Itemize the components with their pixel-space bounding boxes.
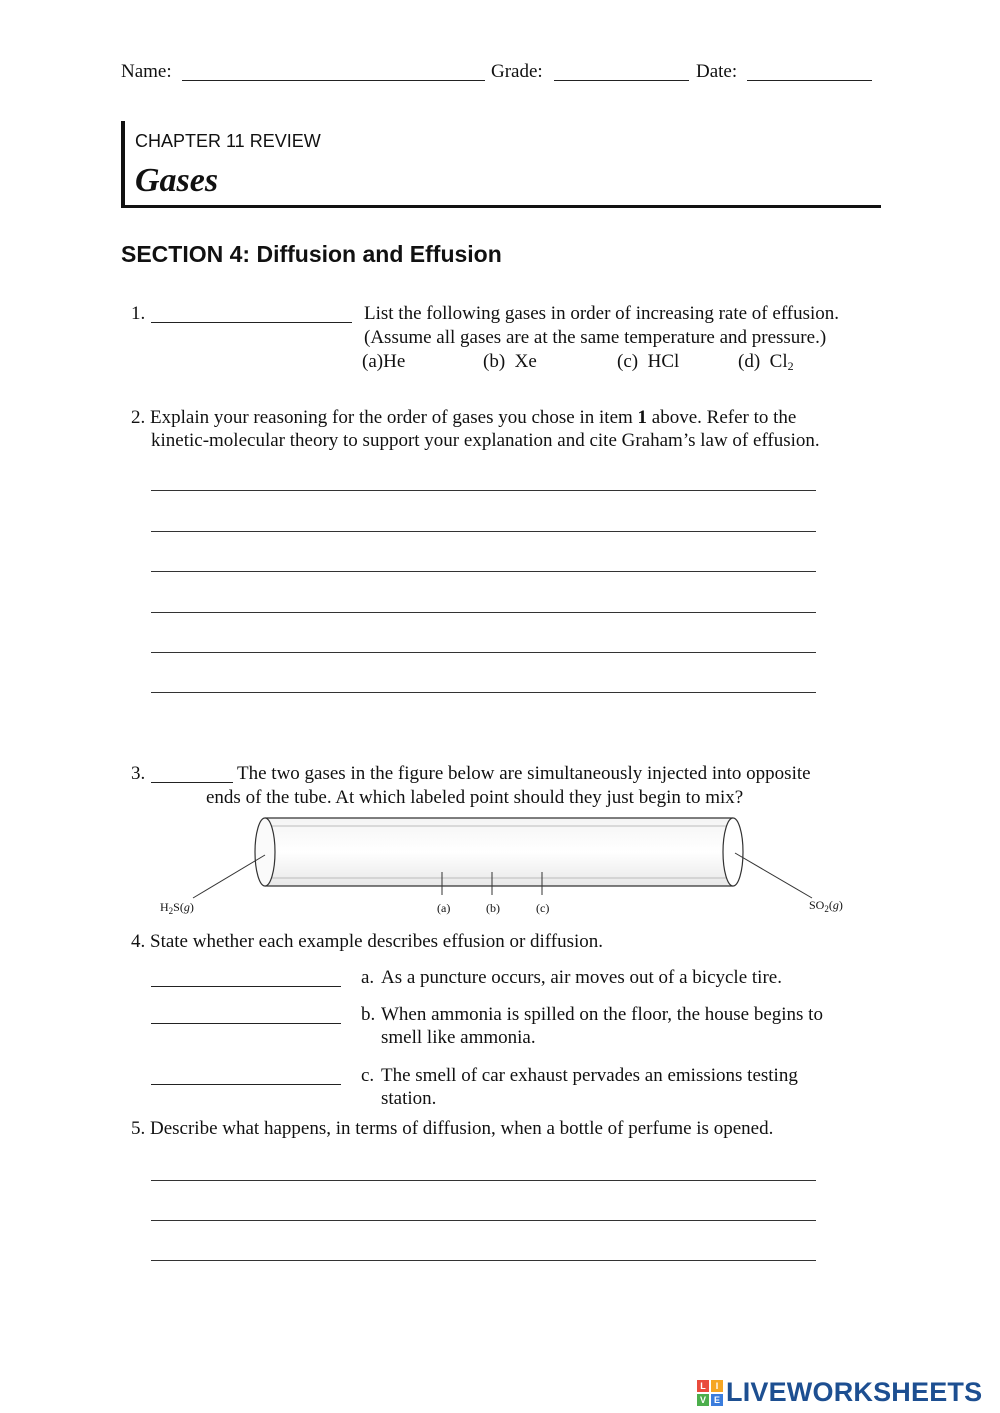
logo-cell-i: I bbox=[711, 1380, 723, 1392]
q1-line1: List the following gases in order of increasing rate of effusion. bbox=[364, 303, 840, 324]
q2-line1-bold: 1 bbox=[637, 407, 648, 428]
q4b-answer-field[interactable] bbox=[151, 1023, 341, 1024]
right-gas-post: ( bbox=[828, 898, 833, 912]
q1-option-b-text: Xe bbox=[514, 351, 537, 372]
q4c-line2: station. bbox=[381, 1088, 437, 1109]
left-gas-label bbox=[160, 900, 194, 916]
q1-option-b-letter: (b) bbox=[483, 351, 506, 372]
q4b-line2: smell like ammonia. bbox=[381, 1027, 536, 1048]
logo-cell-e: E bbox=[711, 1394, 723, 1406]
tube-left-end bbox=[255, 818, 275, 886]
q5-answer-line-3[interactable] bbox=[151, 1260, 816, 1261]
q1-option-c-text: HCl bbox=[647, 351, 680, 372]
q1-option-d-sub: 2 bbox=[787, 359, 794, 373]
left-gas-leader bbox=[193, 855, 265, 898]
liveworksheets-logo[interactable] bbox=[697, 1377, 982, 1408]
q1-option-a-letter: (a) bbox=[362, 351, 384, 372]
q5-prompt: 5. Describe what happens, in terms of diffusion, when a bottle of perfume is opened. bbox=[131, 1118, 774, 1139]
q4-prompt: 4. State whether each example describes effusion or diffusion. bbox=[131, 931, 604, 952]
right-gas-close: ) bbox=[838, 898, 843, 912]
q4c-letter: c. bbox=[361, 1065, 375, 1086]
tube-body bbox=[265, 818, 733, 886]
right-gas-so: SO bbox=[809, 898, 825, 912]
left-gas-state: g bbox=[183, 900, 190, 914]
point-c-label: (c) bbox=[536, 901, 550, 915]
chapter-title: Gases bbox=[135, 162, 219, 199]
left-gas-close: ) bbox=[189, 900, 194, 914]
q1-option-a-text: He bbox=[383, 351, 406, 372]
logo-cell-l: L bbox=[697, 1380, 709, 1392]
q4b-line1: When ammonia is spilled on the floor, the house begins to bbox=[381, 1004, 823, 1025]
logo-mark-icon bbox=[697, 1380, 723, 1406]
q5-answer-line-1[interactable] bbox=[151, 1180, 816, 1181]
chapter-label: CHAPTER 11 REVIEW bbox=[135, 131, 321, 151]
q4b-letter: b. bbox=[361, 1004, 376, 1025]
q3-number: 3. bbox=[131, 763, 146, 784]
name-label: Name: bbox=[121, 61, 172, 82]
q3-line2: ends of the tube. At which labeled point should they just begin to mix? bbox=[206, 787, 744, 808]
grade-label: Grade: bbox=[491, 61, 543, 82]
q4a-line1: As a puncture occurs, air moves out of a bicycle tire. bbox=[381, 967, 782, 988]
q1-option-c-letter: (c) bbox=[617, 351, 639, 372]
point-a-label: (a) bbox=[437, 901, 451, 915]
tube-right-end bbox=[723, 818, 743, 886]
point-b-label: (b) bbox=[486, 901, 500, 915]
q5-answer-line-2[interactable] bbox=[151, 1220, 816, 1221]
section-title: SECTION 4: Diffusion and Effusion bbox=[121, 241, 502, 267]
q1-number: 1. bbox=[131, 303, 146, 324]
q2-line1-pre: 2. Explain your reasoning for the order of gases you chose in item bbox=[131, 407, 638, 428]
q3-line1: The two gases in the figure below are simultaneously injected into opposite bbox=[237, 763, 811, 784]
logo-cell-v: V bbox=[697, 1394, 709, 1406]
right-gas-leader bbox=[735, 853, 812, 898]
q1-option-d-letter: (d) bbox=[738, 351, 761, 372]
right-gas-sub: 2 bbox=[824, 904, 829, 914]
right-gas-label bbox=[809, 898, 843, 914]
date-label: Date: bbox=[696, 61, 738, 82]
left-gas-sub: 2 bbox=[168, 906, 174, 916]
q4c-line1: The smell of car exhaust pervades an emissions testing bbox=[381, 1065, 798, 1086]
q1-line2: (Assume all gases are at the same temperature and pressure.) bbox=[364, 327, 827, 348]
q4a-letter: a. bbox=[361, 967, 375, 988]
q2-line2: kinetic-molecular theory to support your explanation and cite Graham’s law of effusion. bbox=[151, 430, 820, 451]
right-gas-state: g bbox=[832, 898, 839, 912]
left-gas-post: S( bbox=[173, 900, 184, 914]
q4c-answer-field[interactable] bbox=[151, 1084, 341, 1085]
q4a-answer-field[interactable] bbox=[151, 986, 341, 987]
logo-text: LIVEWORKSHEETS bbox=[726, 1377, 983, 1407]
q1-option-d-text: Cl bbox=[769, 351, 788, 372]
q2-line1-post: above. Refer to the bbox=[647, 407, 797, 428]
left-gas-h: H bbox=[160, 900, 169, 914]
